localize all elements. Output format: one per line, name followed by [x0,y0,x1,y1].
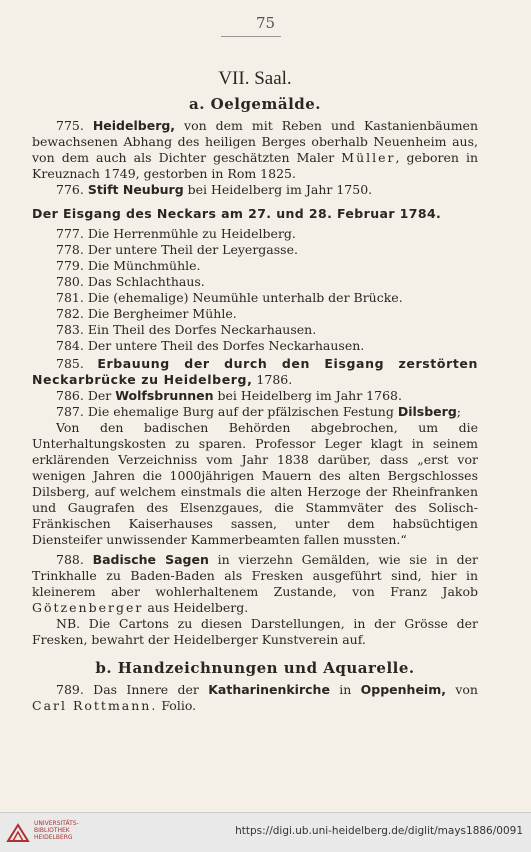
list-item: 777. Die Herrenmühle zu Heidelberg. [56,226,296,241]
list-item: 781. Die (ehemalige) Neumühle unterhalb der Brücke. [56,290,403,305]
entry-789: 789. Das Innere der Katharinenkirche in Oppenheim, von Carl Rottmann. Folio. [32,682,478,713]
page-url-link[interactable]: https://digi.ub.uni-heidelberg.de/diglit/mays1886/0091 [235,825,523,837]
entry-787-description: Von den badischen Behörden abgebrochen, um die Unterhaltungskosten zu sparen. Professor Leger klagt in seinem erklärenden Verzeichniss vom Jahr 1838 darüber, dass „erst vor wenigen Jahren die 1000jährigen Mauern des alten Bergschlosses Dilsberg, auf welchem einstmals die alten Herzoge der Rheinfranken und Gaugrafen des Elsenzgaues, die Stammväter des Solisch-Fränkischen Kaiserhauses sassen, unter dem habsüchtigen Diensteifer unwissender Kammerbeamten fallen mussten.“ [32,420,478,547]
entry-786: 786. Der Wolfsbrunnen bei Heidelberg im Jahr 1768. [56,388,402,403]
list-item: 782. Die Bergheimer Mühle. [56,306,237,321]
list-item: 783. Ein Theil des Dorfes Neckarhausen. [56,322,317,337]
list-item: 778. Der untere Theil der Leyergasse. [56,242,298,257]
list-item: 784. Der untere Theil des Dorfes Neckarhausen. [56,338,365,353]
viewer-footer [0,812,531,852]
entry-787: 787. Die ehemalige Burg auf der pfälzischen Festung Dilsberg; [56,404,461,419]
header-rule [221,36,281,37]
library-name: UNIVERSITÄTS- BIBLIOTHEK HEIDELBERG [34,820,79,841]
nb-note: NB. Die Cartons zu diesen Darstellungen, in der Grösse der Fresken, bewahrt der Heidelberger Kunstverein auf. [32,616,478,647]
section-title: VII. Saal. [218,68,292,89]
entry-list [32,226,478,354]
entry-776: 776. Stift Neuburg bei Heidelberg im Jahr 1750. [56,182,373,197]
list-item: 779. Die Münchmühle. [56,258,201,273]
subsection-a-title: a. Oelgemälde. [188,95,322,113]
eisgang-heading: Der Eisgang des Neckars am 27. und 28. Februar 1784. [32,206,442,221]
entry-788: 788. Badische Sagen in vierzehn Gemälden, wie sie in der Trinkhalle zu Baden-Baden als Fresken ausgeführt sind, hier in kleinerem aber wohlerhaltenem Zustande, von Franz Jakob Götzenberger aus Heidelberg. [32,552,478,615]
library-logo-icon[interactable] [6,821,30,845]
page-content [32,58,478,714]
page-number: 75 [255,14,276,32]
entry-785: 785. Erbauung der durch den Eisgang zerstörten Neckarbrücke zu Heidelberg, 1786. [32,356,478,387]
list-item: 780. Das Schlachthaus. [56,274,205,289]
subsection-b-title: b. Handzeichnungen und Aquarelle. [95,659,415,677]
entry-775: 775. Heidelberg, von dem mit Reben und Kastanienbäumen bewachsenen Abhang des heiligen Berges oberhalb Neuenheim aus, von dem auch als Dichter geschätzten Maler Müller, geboren in Kreuznach 1749, gestorben in Rom 1825. [32,118,479,181]
